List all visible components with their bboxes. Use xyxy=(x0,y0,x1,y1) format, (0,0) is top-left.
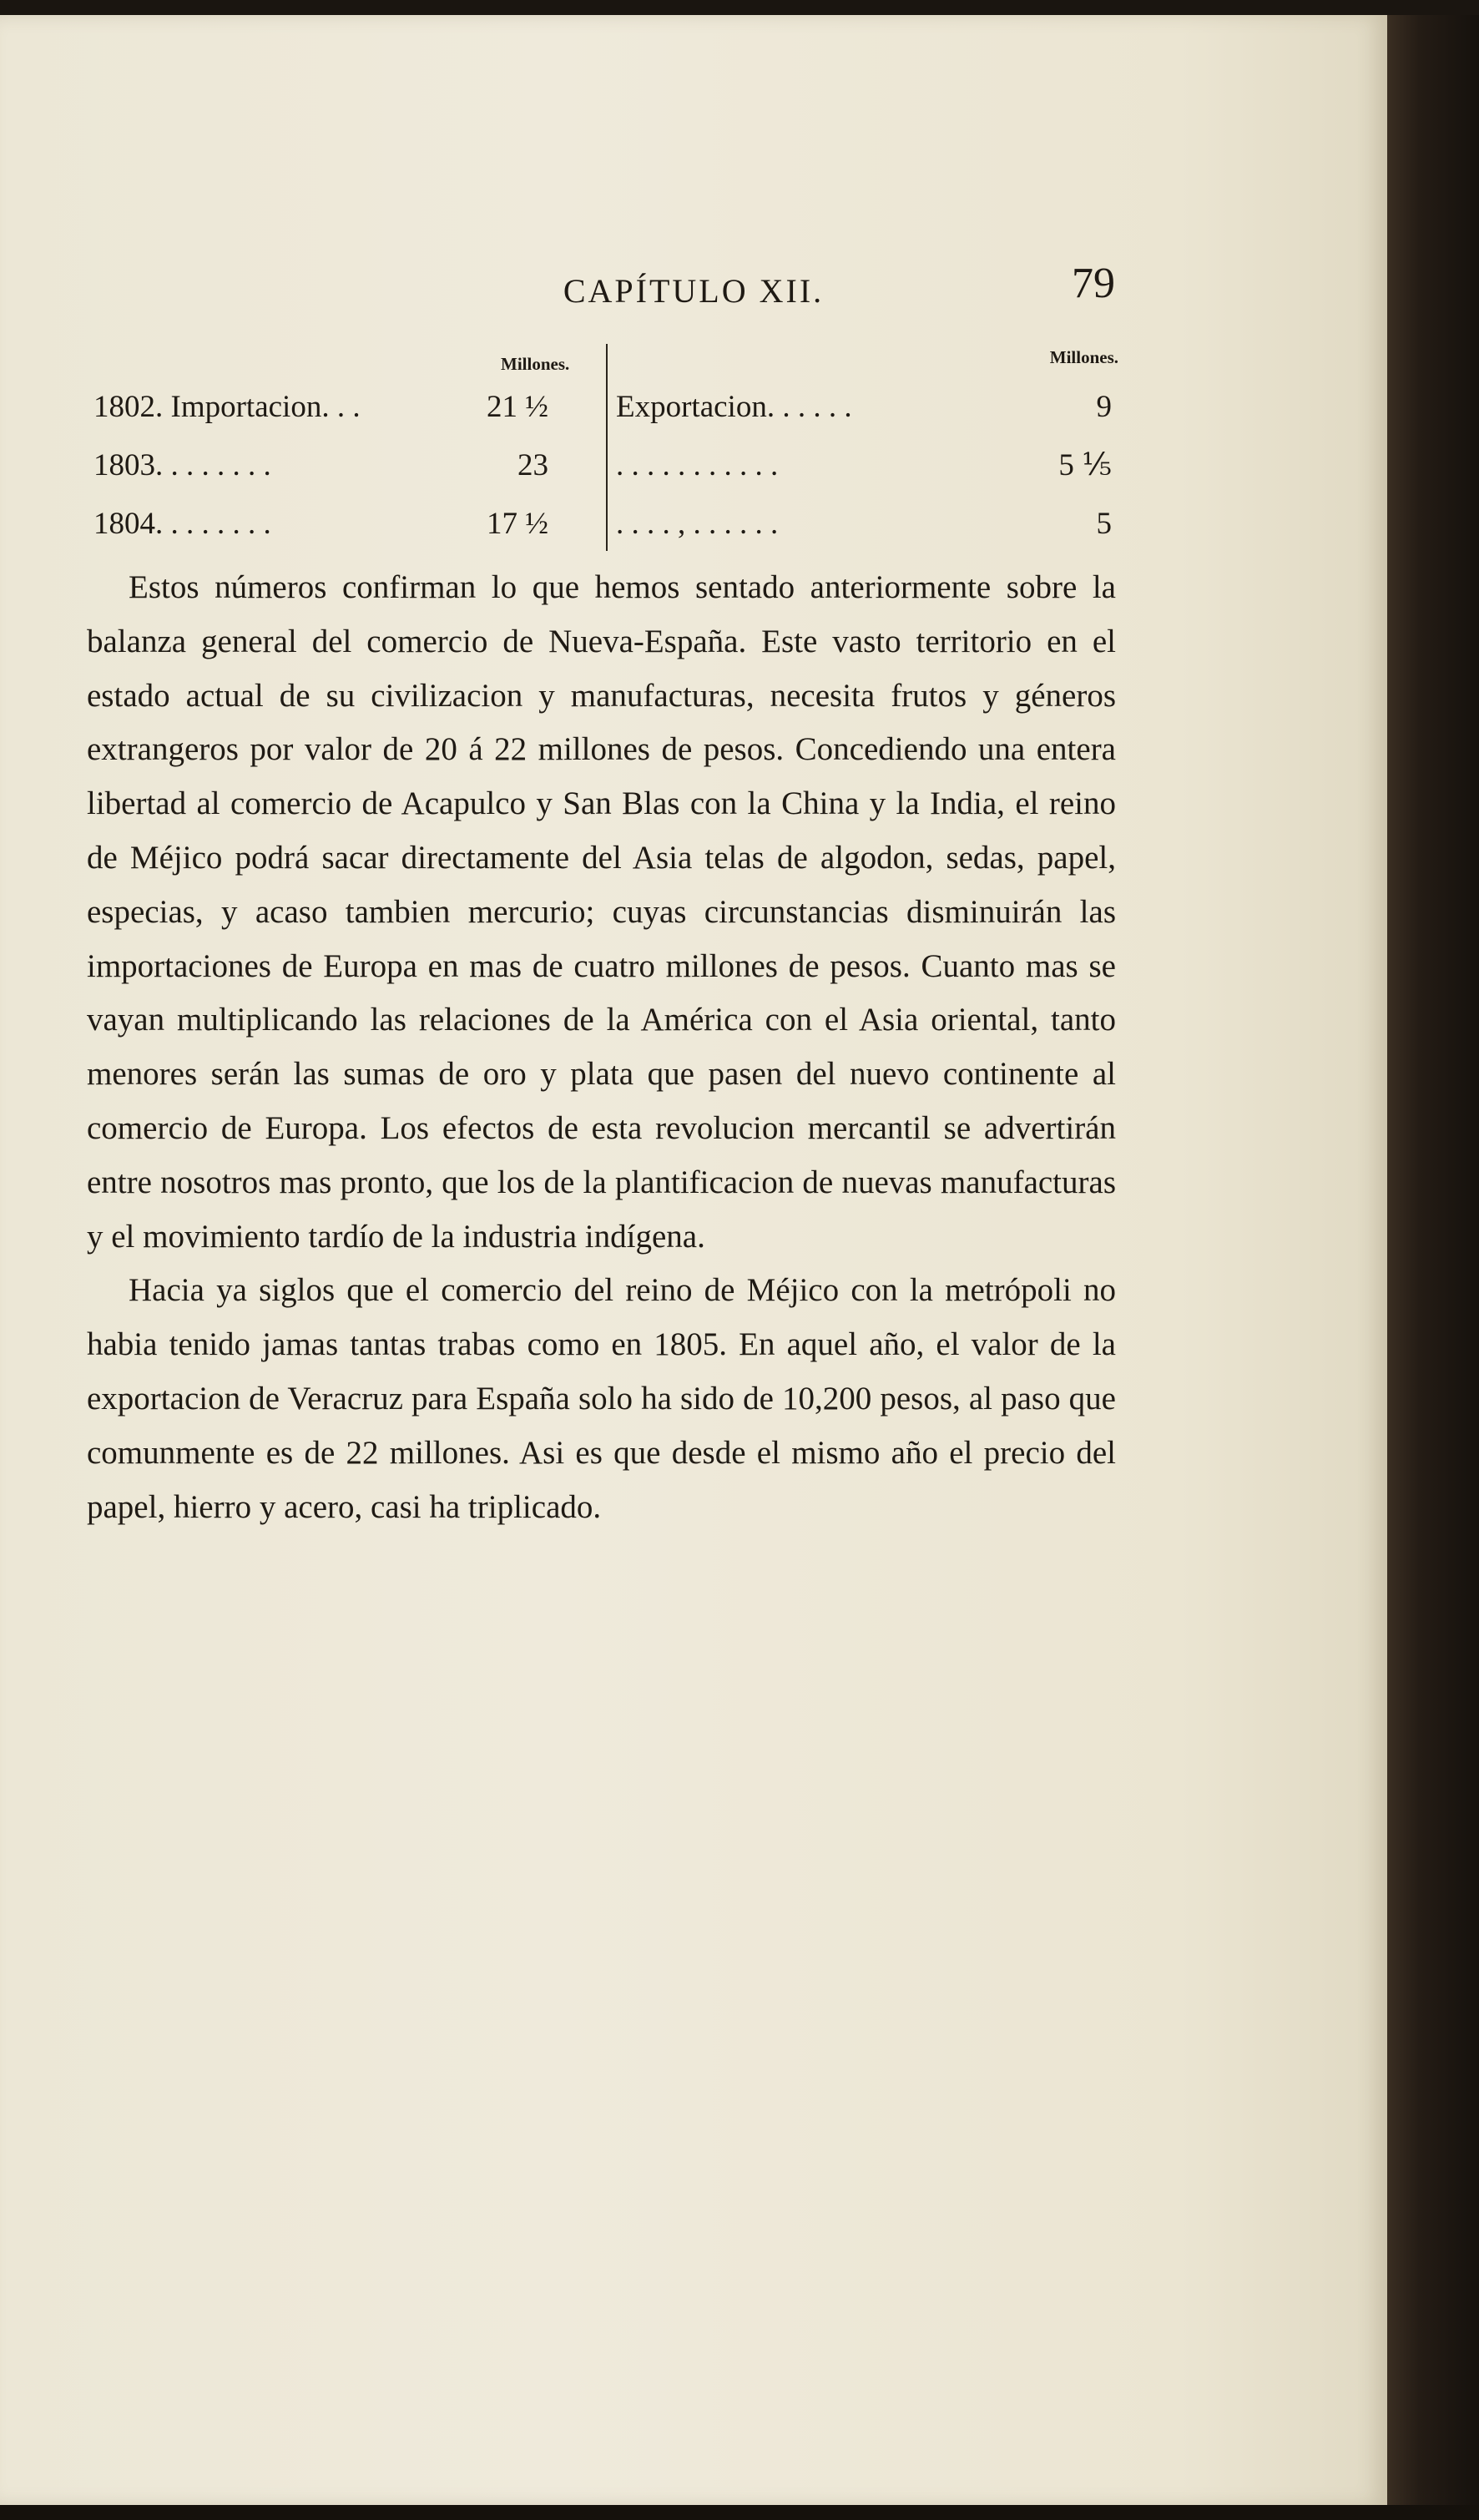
book-bottom-edge xyxy=(0,2505,1479,2520)
book-page xyxy=(0,15,1387,2505)
table-unit-left: Millones. xyxy=(501,354,570,374)
book-top-edge xyxy=(0,0,1479,15)
table-row-1803-importacion: 23 xyxy=(517,448,548,482)
table-row-1804-exportacion: 5 xyxy=(1096,507,1112,541)
table-row-1804-label: 1804. . . . . . . . xyxy=(93,507,271,541)
running-title: CAPÍTULO XII. xyxy=(563,272,825,310)
table-row-1802-exportacion: 9 xyxy=(1096,390,1112,424)
paragraph-comercio-1805: Hacia ya siglos que el comercio del reino de Méjico con la metrópoli no habia tenido jamas tantas trabas como en 1805. En aquel año, el valor de la exportacion de Veracruz para España solo ha sido de 10,200 pesos, al paso que comunmente es de 22 millones. Asi es que desde el mismo año el precio del papel, hierro y acero, casi ha triplicado. xyxy=(87,1272,1116,1525)
page-number: 79 xyxy=(1072,260,1115,307)
table-row-1802-label: 1802. Importacion. . . xyxy=(93,390,361,424)
table-row-1803-exportacion-label: . . . . . . . . . . . xyxy=(616,448,779,482)
table-row-1802-exportacion-label: Exportacion. . . . . . xyxy=(616,390,852,424)
paragraph-balanza-comercio: Estos números confirman lo que hemos sentado anteriormente sobre la balanza general del comercio de Nueva-España. Este vasto territorio en el estado actual de su civilizacion y manufacturas, necesita frutos y géneros extrangeros por valor de 20 á 22 millones de pesos. Concediendo una entera libertad al comercio de Acapulco y San Blas con la China y la India, el reino de Méjico podrá sacar directamente del Asia telas de algodon, sedas, papel, especias, y acaso tambien mercurio; cuyas circunstancias disminuirán las importaciones de Europa en mas de cuatro millones de pesos. Cuanto mas se vayan multiplicando las relaciones de la América con el Asia oriental, tanto menores serán las sumas de oro y plata que pasen del nuevo continente al comercio de Europa. Los efectos de esta revolucion mercantil se advertirán entre nosotros mas pronto, que los de la plantificacion de nuevas manufacturas y el movimiento tardío de la industria indígena. xyxy=(87,569,1116,1255)
table-row-1804-exportacion-label: . . . . , . . . . . . xyxy=(616,507,779,541)
table-unit-right: Millones. xyxy=(1049,347,1118,367)
book-spine xyxy=(1387,15,1479,2505)
table-row-1803-label: 1803. . . . . . . . xyxy=(93,448,271,482)
table-row-1802-importacion: 21 ½ xyxy=(487,390,548,424)
table-divider xyxy=(606,344,608,551)
body-text xyxy=(87,561,1116,1534)
table-row-1803-exportacion: 5 ⅕ xyxy=(1058,448,1112,482)
table-row-1804-importacion: 17 ½ xyxy=(487,507,548,541)
